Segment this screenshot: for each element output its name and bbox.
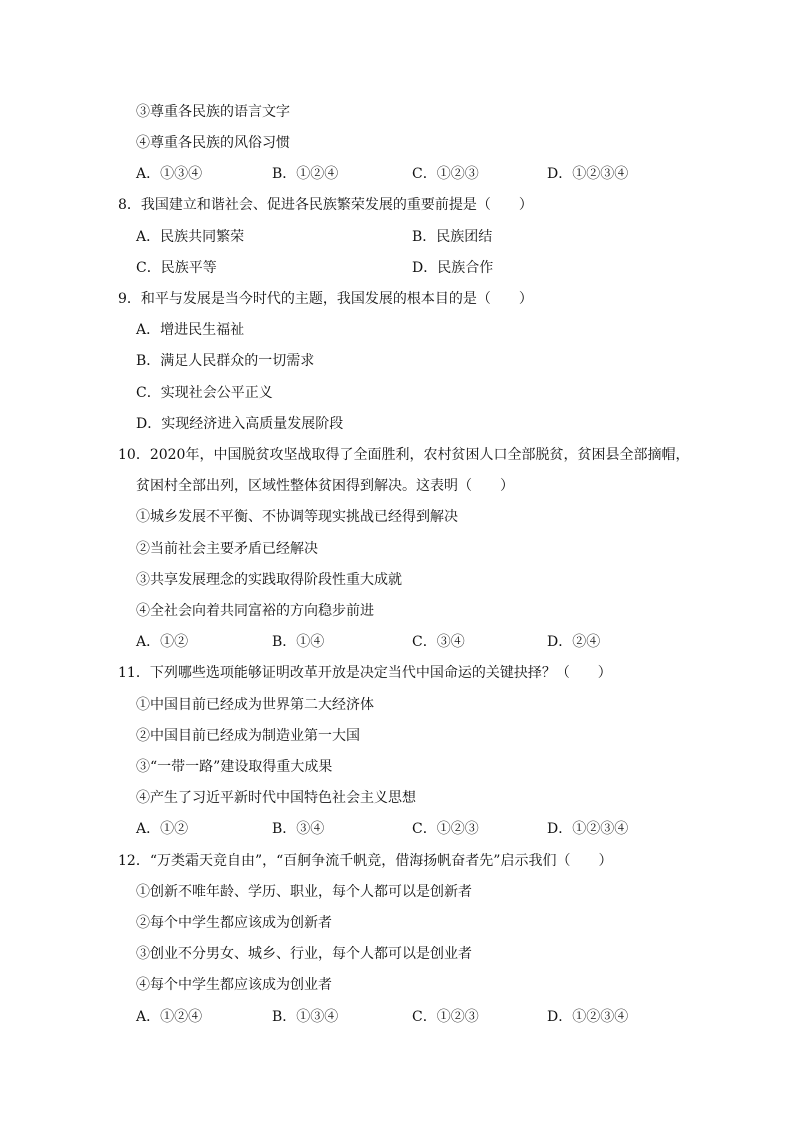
q10-options <box>0 633 794 651</box>
q11-statement-1: ①中国目前已经成为世界第二大经济体 <box>136 697 374 713</box>
q11-option-b[interactable]: B．③④ <box>272 821 325 837</box>
q11-stem: 11．下列哪些选项能够证明改革开放是决定当代中国命运的关键抉择？（ ） <box>118 665 612 681</box>
q9-option-d[interactable]: D．实现经济进入高质量发展阶段 <box>136 416 344 432</box>
q8-option-a[interactable]: A．民族共同繁荣 <box>136 229 245 245</box>
q10-option-d[interactable]: D．②④ <box>547 634 601 650</box>
q9-option-a[interactable]: A．增进民生福祉 <box>136 322 245 338</box>
q7-options <box>0 165 794 183</box>
q10-option-a[interactable]: A．①② <box>136 634 189 650</box>
q7-statement-3: ③尊重各民族的语言文字 <box>136 104 290 120</box>
q11-option-d[interactable]: D．①②③④ <box>547 821 629 837</box>
q7-option-d[interactable]: D．①②③④ <box>547 166 629 182</box>
q12-option-d[interactable]: D．①②③④ <box>547 1009 629 1025</box>
q12-statement-2: ②每个中学生都应该成为创新者 <box>136 915 332 931</box>
q12-option-c[interactable]: C．①②③ <box>412 1009 479 1025</box>
q12-option-b[interactable]: B．①③④ <box>272 1009 339 1025</box>
q8-stem: 8．我国建立和谐社会、促进各民族繁荣发展的重要前提是（ ） <box>118 197 533 213</box>
q11-option-a[interactable]: A．①② <box>136 821 189 837</box>
q10-stem-line1: 10．2020年，中国脱贫攻坚战取得了全面胜利，农村贫困人口全部脱贫，贫困县全部摘帽， <box>118 447 690 463</box>
q10-option-b[interactable]: B．①④ <box>272 634 325 650</box>
q12-options <box>0 1008 794 1026</box>
q10-option-c[interactable]: C．③④ <box>412 634 465 650</box>
q8-option-b[interactable]: B．民族团结 <box>412 229 493 245</box>
q11-statement-3: ③“一带一路”建设取得重大成果 <box>136 759 333 775</box>
q8-option-d[interactable]: D．民族合作 <box>412 260 494 276</box>
q9-stem: 9．和平与发展是当今时代的主题，我国发展的根本目的是（ ） <box>118 291 533 307</box>
q7-option-a[interactable]: A．①③④ <box>136 166 203 182</box>
q7-option-c[interactable]: C．①②③ <box>412 166 479 182</box>
q12-statement-4: ④每个中学生都应该成为创业者 <box>136 977 332 993</box>
q11-statement-4: ④产生了习近平新时代中国特色社会主义思想 <box>136 790 416 806</box>
q10-statement-1: ①城乡发展不平衡、不协调等现实挑战已经得到解决 <box>136 509 458 525</box>
q11-option-c[interactable]: C．①②③ <box>412 821 479 837</box>
q11-options <box>0 820 794 838</box>
q10-statement-3: ③共享发展理念的实践取得阶段性重大成就 <box>136 572 402 588</box>
q7-statement-4: ④尊重各民族的风俗习惯 <box>136 135 290 151</box>
q12-option-a[interactable]: A．①②④ <box>136 1009 203 1025</box>
q8-option-c[interactable]: C．民族平等 <box>136 260 217 276</box>
q7-option-b[interactable]: B．①②④ <box>272 166 339 182</box>
q8-options-row2 <box>0 259 794 277</box>
q10-stem-line2: 贫困村全部出列，区域性整体贫困得到解决。这表明（ ） <box>136 478 514 494</box>
q9-option-c[interactable]: C．实现社会公平正义 <box>136 385 273 401</box>
q12-statement-3: ③创业不分男女、城乡、行业，每个人都可以是创业者 <box>136 946 472 962</box>
q9-option-b[interactable]: B．满足人民群众的一切需求 <box>136 353 315 369</box>
q10-statement-2: ②当前社会主要矛盾已经解决 <box>136 541 318 557</box>
q12-stem: 12．“万类霜天竞自由”，“百舸争流千帆竞，借海扬帆奋者先”启示我们（ ） <box>118 853 613 869</box>
q11-statement-2: ②中国目前已经成为制造业第一大国 <box>136 728 360 744</box>
q8-options-row1 <box>0 228 794 246</box>
q12-statement-1: ①创新不唯年龄、学历、职业，每个人都可以是创新者 <box>136 884 472 900</box>
q10-statement-4: ④全社会向着共同富裕的方向稳步前进 <box>136 603 374 619</box>
